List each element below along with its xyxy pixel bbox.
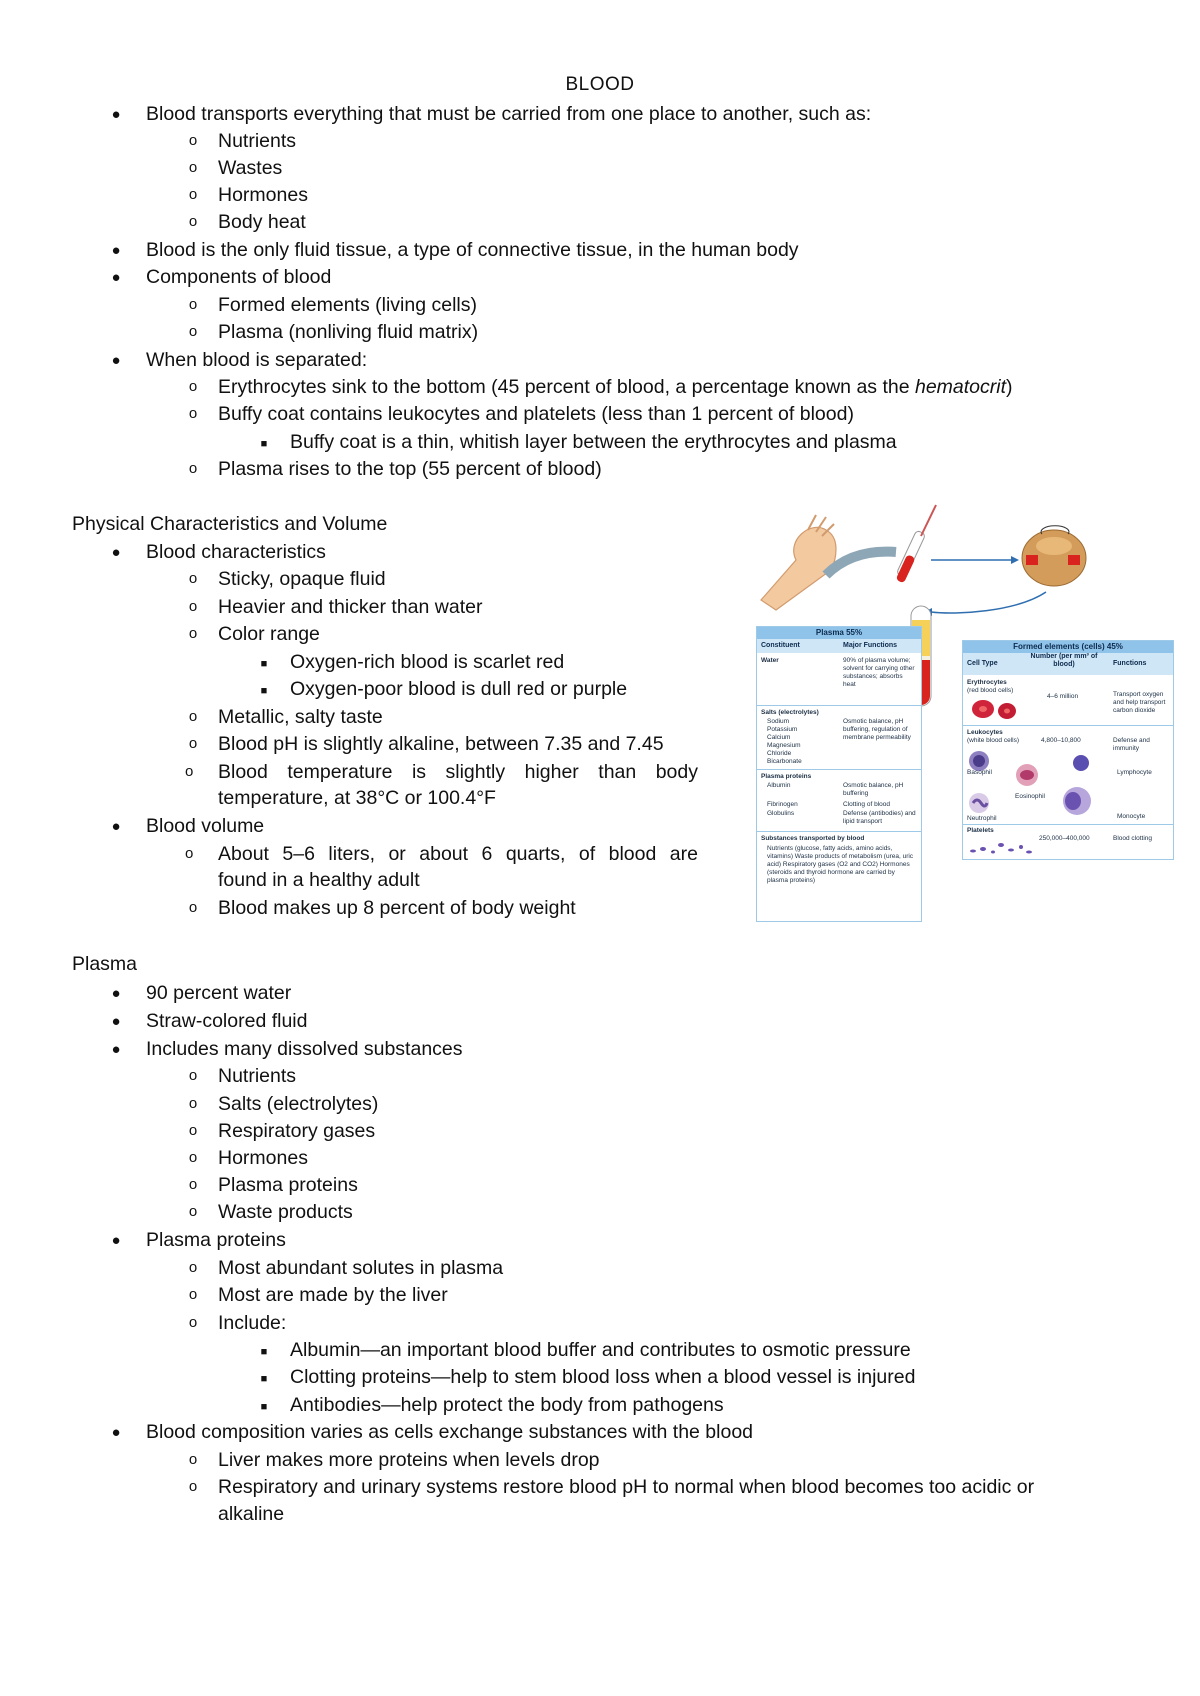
sub-item-text: Body heat [218, 211, 306, 233]
page-title: BLOOD [565, 74, 635, 95]
circle-bullet-icon: o [188, 323, 198, 340]
bullet-item [111, 238, 799, 262]
sub-item-text: Metallic, salty taste [218, 706, 383, 728]
sub-sub-item [260, 1338, 911, 1362]
sub-sub-item-text: Clotting proteins—help to stem blood loss when a blood vessel is injured [290, 1366, 916, 1388]
bullet-text: Blood transports everything that must be carried from one place to another, such as: [146, 103, 872, 125]
sub-item-text: Color range [218, 623, 320, 645]
plasma-proteins-label: Plasma proteins [761, 773, 812, 780]
blood-composition-figure [756, 500, 1176, 924]
erythrocytes-number: 4–6 million [1047, 693, 1079, 700]
sub-item-text: Blood makes up 8 percent of body weight [218, 897, 576, 919]
bullet-text: Straw-colored fluid [146, 1010, 308, 1032]
bullet-icon: ● [111, 1424, 121, 1441]
circle-bullet-icon: o [188, 899, 198, 916]
circle-bullet-icon: o [188, 1478, 198, 1495]
platelets-number: 250,000–400,000 [1039, 835, 1090, 842]
bullet-icon: ● [111, 269, 121, 286]
salts-function: Osmotic balance, pH buffering, regulation of membrane permeability [843, 718, 911, 741]
sub-item-text: Heavier and thicker than water [218, 596, 483, 618]
basophil-label: Basophil [967, 769, 992, 776]
sub-item-text: Blood pH is slightly alkaline, between 7.35 and 7.45 [218, 733, 664, 755]
bullet-item [111, 540, 326, 564]
erythrocytes-sub: (red blood cells) [967, 687, 1014, 694]
sub-sub-item [260, 430, 897, 454]
red-blood-cells-icon [969, 697, 1029, 723]
circle-bullet-icon: o [188, 159, 198, 176]
bullet-text: Blood volume [146, 815, 265, 837]
circle-bullet-icon: o [185, 845, 194, 862]
centrifuge-illustration [756, 500, 1176, 630]
sub-item-text: Waste products [218, 1201, 353, 1223]
sub-item [188, 1064, 297, 1088]
sub-item [188, 1256, 504, 1280]
sub-item-text: Respiratory gases [218, 1120, 376, 1142]
bullet-icon: ● [111, 818, 121, 835]
sub-sub-item-text: Antibodies—help protect the body from pathogens [290, 1394, 724, 1416]
circle-bullet-icon: o [188, 1067, 198, 1084]
sub-item [188, 183, 308, 207]
leukocytes-function: Defense and immunity [1113, 737, 1150, 752]
sub-item [188, 1475, 1035, 1499]
sub-item [188, 595, 483, 619]
hematocrit-term: hematocrit [914, 376, 1007, 398]
sub-item-continuation [218, 1502, 284, 1526]
square-bullet-icon: ■ [260, 438, 268, 450]
bullet-icon: ● [111, 106, 121, 123]
monocyte-label: Monocyte [1117, 813, 1146, 820]
square-bullet-icon: ■ [260, 1346, 268, 1358]
circle-bullet-icon: o [188, 1314, 198, 1331]
bullet-item [111, 1228, 286, 1252]
sub-item [188, 156, 283, 180]
erythrocytes-function: Transport oxygen and help transport carbon dioxide [1113, 691, 1166, 714]
arrow-icon [826, 552, 896, 575]
sub-item [188, 1200, 353, 1224]
sub-item [188, 1119, 376, 1143]
circle-bullet-icon: o [188, 460, 198, 477]
circle-bullet-icon: o [188, 213, 198, 230]
circle-bullet-icon: o [188, 598, 198, 615]
sub-item-text: found in a healthy adult [218, 869, 420, 891]
sub-item [188, 1311, 287, 1335]
bullet-text: Components of blood [146, 266, 332, 288]
sub-item [188, 293, 477, 317]
sub-item-text: Plasma proteins [218, 1174, 358, 1196]
platelets-label: Platelets [967, 827, 994, 834]
sub-item-text: Hormones [218, 1147, 308, 1169]
circle-bullet-icon: o [188, 625, 198, 642]
sub-sub-item-text: Oxygen-rich blood is scarlet red [290, 651, 565, 673]
globulins-function: Defense (antibodies) and lipid transport [843, 810, 916, 825]
leukocytes-number: 4,800–10,800 [1041, 737, 1081, 744]
globulins-label: Globulins [767, 810, 795, 817]
sub-item-text: Plasma (nonliving fluid matrix) [218, 321, 479, 343]
sub-item-text: Hormones [218, 184, 308, 206]
section-heading: Physical Characteristics and Volume [72, 513, 388, 535]
sub-item-text: temperature, at 38°C or 100.4°F [218, 787, 496, 809]
sub-sub-item-text: Buffy coat is a thin, whitish layer between the erythrocytes and plasma [290, 431, 897, 453]
circle-bullet-icon: o [188, 378, 198, 395]
fibrinogen-label: Fibrinogen [767, 801, 798, 808]
plasma-table-col-headers [757, 639, 921, 653]
sub-item-text: Wastes [218, 157, 283, 179]
bullet-icon: ● [111, 1232, 121, 1249]
sub-item [185, 760, 698, 784]
sub-sub-item-text: Albumin—an important blood buffer and contributes to osmotic pressure [290, 1339, 911, 1361]
bullet-text: 90 percent water [146, 982, 292, 1004]
col-major-functions: Major Functions [843, 642, 898, 649]
neutrophil-label: Neutrophil [967, 815, 997, 822]
water-label: Water [761, 657, 779, 664]
fibrinogen-function: Clotting of blood [843, 801, 890, 808]
sub-item [188, 622, 320, 646]
sub-sub-item [260, 1365, 916, 1389]
arm-icon [761, 527, 836, 610]
salts-label: Salts (electrolytes) [761, 709, 819, 716]
sub-item-text: Salts (electrolytes) [218, 1093, 379, 1115]
circle-bullet-icon: o [188, 1176, 198, 1193]
square-bullet-icon: ■ [260, 1401, 268, 1413]
bullet-item [111, 348, 368, 372]
bullet-icon: ● [111, 544, 121, 561]
bullet-text: Blood characteristics [146, 541, 326, 563]
circle-bullet-icon: o [188, 570, 198, 587]
transported-label: Substances transported by blood [761, 835, 865, 842]
leukocytes-label: Leukocytes [967, 729, 1003, 736]
bullet-icon: ● [111, 1013, 121, 1030]
circle-bullet-icon: o [188, 1122, 198, 1139]
sub-item [188, 896, 576, 920]
bullet-text: When blood is separated: [146, 349, 368, 371]
platelets-function: Blood clotting [1113, 835, 1153, 842]
salts-list: Sodium Potassium Calcium Magnesium Chloride Bicarbonate [767, 718, 802, 765]
bullet-item [111, 1037, 463, 1061]
sub-item-text: About 5–6 liters, or about 6 quarts, of blood are [218, 843, 698, 865]
sub-item-text: Plasma rises to the top (55 percent of blood) [218, 458, 602, 480]
circle-bullet-icon: o [188, 1095, 198, 1112]
sub-item [188, 210, 306, 234]
platelets-icon [967, 839, 1037, 857]
sub-item-continuation [218, 786, 496, 810]
square-bullet-icon: ■ [260, 1373, 268, 1385]
formed-elements-table [962, 640, 1174, 860]
sub-item-text: Include: [218, 1312, 287, 1334]
circle-bullet-icon: o [188, 296, 198, 313]
plasma-table-header: Plasma 55% [757, 627, 921, 639]
sub-item [185, 842, 698, 866]
sub-item [188, 129, 297, 153]
formed-elements-header: Formed elements (cells) 45% [963, 641, 1173, 653]
col-cell-type: Cell Type [967, 660, 998, 667]
bullet-icon: ● [111, 985, 121, 1002]
eosinophil-label: Eosinophil [1015, 793, 1045, 800]
sub-item-continuation [218, 868, 420, 892]
sub-item-text: Most are made by the liver [218, 1284, 448, 1306]
sub-item-text: Most abundant solutes in plasma [218, 1257, 504, 1279]
bullet-icon: ● [111, 352, 121, 369]
sub-item-text: Liver makes more proteins when levels drop [218, 1449, 600, 1471]
sub-item [188, 1146, 308, 1170]
square-bullet-icon: ■ [260, 658, 268, 670]
formed-elements-col-headers [963, 653, 1173, 675]
circle-bullet-icon: o [188, 132, 198, 149]
lymphocyte-label: Lymphocyte [1117, 769, 1152, 776]
sub-sub-item [260, 677, 628, 701]
sub-item-text: Blood temperature is slightly higher than body [218, 761, 698, 783]
bullet-item [111, 981, 292, 1005]
col-number: Number (per mm³ of blood) [1030, 653, 1098, 668]
col-constituent: Constituent [761, 642, 800, 649]
sub-item [188, 1173, 358, 1197]
bullet-text: Includes many dissolved substances [146, 1038, 463, 1060]
sub-item-text: alkaline [218, 1503, 285, 1525]
sub-item-text: Formed elements (living cells) [218, 294, 477, 316]
sub-item [188, 1092, 379, 1116]
transported-list: Nutrients (glucose, fatty acids, amino acids, vitamins) Waste products of metabolism (urea, uric acid) Respiratory gases (O2 and CO2) Hormones (steroids and thyroid hormone are carried by plasma proteins) [767, 845, 914, 884]
circle-bullet-icon: o [185, 763, 194, 780]
plasma-table [756, 626, 922, 922]
bullet-item [111, 265, 332, 289]
bullet-text: Blood is the only fluid tissue, a type of connective tissue, in the human body [146, 239, 799, 261]
sub-item [188, 320, 479, 344]
sub-item-text: Nutrients [218, 1065, 297, 1087]
sub-sub-item-text: Oxygen-poor blood is dull red or purple [290, 678, 628, 700]
col-functions: Functions [1113, 660, 1147, 667]
circle-bullet-icon: o [188, 1286, 198, 1303]
sub-item [188, 705, 383, 729]
albumin-label: Albumin [767, 782, 791, 789]
section-heading: Plasma [72, 953, 138, 975]
sub-item-text: Erythrocytes sink to the bottom (45 percent of blood, a percentage known as the [218, 376, 915, 398]
bullet-icon: ● [111, 1041, 121, 1058]
sub-item [188, 1283, 448, 1307]
circle-bullet-icon: o [188, 708, 198, 725]
bullet-icon: ● [111, 242, 121, 259]
sub-item-text: Respiratory and urinary systems restore blood pH to normal when blood becomes too acidic or [218, 1476, 1035, 1498]
sub-item [188, 1448, 600, 1472]
circle-bullet-icon: o [188, 1203, 198, 1220]
square-bullet-icon: ■ [260, 685, 268, 697]
bullet-item [111, 1420, 754, 1444]
circle-bullet-icon: o [188, 1451, 198, 1468]
bullet-item [111, 814, 265, 838]
circle-bullet-icon: o [188, 1149, 198, 1166]
sub-item [188, 732, 664, 756]
sub-sub-item [260, 650, 565, 674]
circle-bullet-icon: o [188, 735, 198, 752]
bullet-text: Blood composition varies as cells exchange substances with the blood [146, 1421, 754, 1443]
circle-bullet-icon: o [188, 1259, 198, 1276]
sub-item-text: ) [1006, 376, 1013, 398]
erythrocytes-label: Erythrocytes [967, 679, 1007, 686]
bullet-text: Plasma proteins [146, 1229, 286, 1251]
sub-item [188, 402, 854, 426]
bullet-item [111, 102, 872, 126]
albumin-function: Osmotic balance, pH buffering [843, 782, 904, 797]
sub-item [188, 567, 386, 591]
sub-item [188, 375, 1013, 399]
bullet-item [111, 1009, 308, 1033]
sub-sub-item [260, 1393, 724, 1417]
leukocytes-sub: (white blood cells) [967, 737, 1020, 744]
sub-item-text: Sticky, opaque fluid [218, 568, 386, 590]
sub-item-text: Buffy coat contains leukocytes and platelets (less than 1 percent of blood) [218, 403, 854, 425]
water-function: 90% of plasma volume; solvent for carrying other substances; absorbs heat [843, 657, 915, 688]
sub-item [188, 457, 602, 481]
circle-bullet-icon: o [188, 405, 198, 422]
sub-item-text: Nutrients [218, 130, 297, 152]
circle-bullet-icon: o [188, 186, 198, 203]
